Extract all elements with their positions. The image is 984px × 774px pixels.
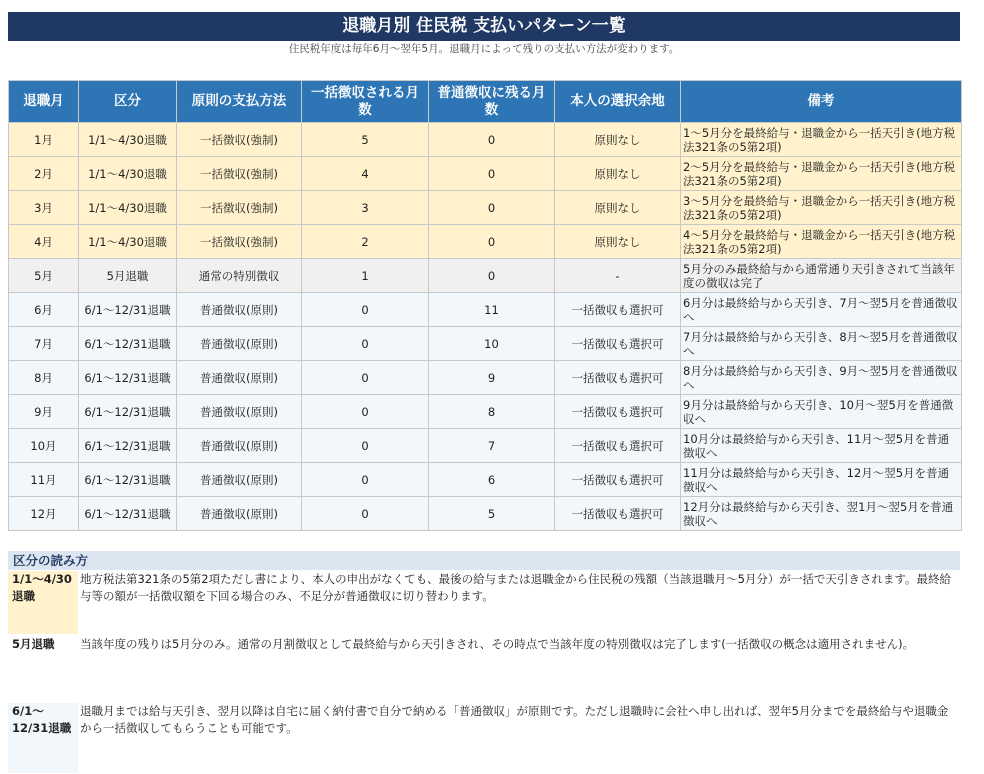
cell-lump: 0 — [302, 327, 429, 361]
table-row — [9, 191, 962, 225]
cell-month: 4月 — [9, 225, 79, 259]
cell-normal: 0 — [429, 259, 555, 293]
cell-method: 普通徴収(原則) — [177, 395, 302, 429]
header-lump-months: 一括徴収される月数 — [302, 81, 429, 123]
cell-note: 1〜5月分を最終給与・退職金から一括天引き(地方税法321条の5第2項) — [681, 123, 962, 157]
table-row — [9, 429, 962, 463]
cell-note: 7月分は最終給与から天引き、8月〜翌5月を普通徴収へ — [681, 327, 962, 361]
cell-method: 一括徴収(強制) — [177, 157, 302, 191]
table-row — [9, 259, 962, 293]
header-method: 原則の支払方法 — [177, 81, 302, 123]
cell-choice: 一括徴収も選択可 — [555, 327, 681, 361]
table-row — [9, 225, 962, 259]
cell-category: 6/1〜12/31退職 — [79, 293, 177, 327]
cell-normal: 5 — [429, 497, 555, 531]
table-row — [9, 123, 962, 157]
cell-choice: 一括徴収も選択可 — [555, 463, 681, 497]
cell-lump: 0 — [302, 395, 429, 429]
cell-lump: 4 — [302, 157, 429, 191]
cell-month: 2月 — [9, 157, 79, 191]
legend-label: 5月退職 — [12, 637, 55, 651]
cell-note: 8月分は最終給与から天引き、9月〜翌5月を普通徴収へ — [681, 361, 962, 395]
cell-month: 12月 — [9, 497, 79, 531]
cell-month: 10月 — [9, 429, 79, 463]
cell-category: 1/1〜4/30退職 — [79, 191, 177, 225]
cell-category: 6/1〜12/31退職 — [79, 463, 177, 497]
table-row — [9, 361, 962, 395]
header-category: 区分 — [79, 81, 177, 123]
cell-method: 一括徴収(強制) — [177, 191, 302, 225]
cell-category: 6/1〜12/31退職 — [79, 327, 177, 361]
retirement-tax-table — [8, 80, 962, 531]
cell-choice: 原則なし — [555, 157, 681, 191]
legend-label: 1/1〜4/30退職 — [8, 571, 78, 634]
header-note: 備考 — [681, 81, 962, 123]
cell-method: 普通徴収(原則) — [177, 463, 302, 497]
cell-category: 6/1〜12/31退職 — [79, 429, 177, 463]
cell-normal: 7 — [429, 429, 555, 463]
cell-method: 普通徴収(原則) — [177, 293, 302, 327]
cell-category: 6/1〜12/31退職 — [79, 395, 177, 429]
cell-normal: 0 — [429, 157, 555, 191]
table-row — [9, 327, 962, 361]
cell-note: 5月分のみ最終給与から通常通り天引きされて当該年度の徴収は完了 — [681, 259, 962, 293]
cell-category: 6/1〜12/31退職 — [79, 361, 177, 395]
legend-item-forced — [8, 571, 960, 634]
cell-method: 一括徴収(強制) — [177, 225, 302, 259]
cell-lump: 3 — [302, 191, 429, 225]
legend-text: 地方税法第321条の5第2項ただし書により、本人の申出がなくても、最後の給与または退職金から住民税の残額（当該退職月〜5月分）が一括で天引きされます。最終給与等の額が一括徴収額を下回る場合のみ、不足分が普通徴収に切り替わります。 — [80, 572, 951, 603]
cell-choice: 一括徴収も選択可 — [555, 361, 681, 395]
cell-note: 6月分は最終給与から天引き、7月〜翌5月を普通徴収へ — [681, 293, 962, 327]
legend-label: 6/1〜12/31退職 — [8, 703, 78, 773]
page-subtitle: 住民税年度は毎年6月〜翌年5月。退職月によって残りの支払い方法が変わります。 — [288, 43, 680, 55]
legend-item-may — [8, 636, 960, 684]
header-month: 退職月 — [9, 81, 79, 123]
cell-category: 5月退職 — [79, 259, 177, 293]
legend-text: 退職月までは給与天引き、翌月以降は自宅に届く納付書で自分で納める「普通徴収」が原則です。ただし退職時に会社へ申し出れば、翌年5月分までを最終給与や退職金から一括徴収してもらうことも可能です。 — [80, 704, 949, 735]
table-row — [9, 293, 962, 327]
cell-note: 4〜5月分を最終給与・退職金から一括天引き(地方税法321条の5第2項) — [681, 225, 962, 259]
table-row — [9, 395, 962, 429]
cell-normal: 11 — [429, 293, 555, 327]
cell-choice: 一括徴収も選択可 — [555, 395, 681, 429]
cell-lump: 0 — [302, 429, 429, 463]
cell-choice: 原則なし — [555, 225, 681, 259]
cell-month: 5月 — [9, 259, 79, 293]
cell-lump: 1 — [302, 259, 429, 293]
cell-normal: 9 — [429, 361, 555, 395]
cell-normal: 0 — [429, 225, 555, 259]
cell-lump: 2 — [302, 225, 429, 259]
cell-month: 11月 — [9, 463, 79, 497]
table-row — [9, 157, 962, 191]
cell-category: 1/1〜4/30退職 — [79, 123, 177, 157]
legend-item-normal — [8, 703, 960, 773]
cell-note: 12月分は最終給与から天引き、翌1月〜翌5月を普通徴収へ — [681, 497, 962, 531]
cell-normal: 8 — [429, 395, 555, 429]
cell-note: 10月分は最終給与から天引き、11月〜翌5月を普通徴収へ — [681, 429, 962, 463]
cell-choice: - — [555, 259, 681, 293]
cell-note: 9月分は最終給与から天引き、10月〜翌5月を普通徴収へ — [681, 395, 962, 429]
cell-choice: 一括徴収も選択可 — [555, 429, 681, 463]
cell-method: 普通徴収(原則) — [177, 429, 302, 463]
cell-choice: 一括徴収も選択可 — [555, 293, 681, 327]
cell-lump: 5 — [302, 123, 429, 157]
legend-title: 区分の読み方 — [8, 551, 960, 570]
cell-month: 3月 — [9, 191, 79, 225]
cell-choice: 一括徴収も選択可 — [555, 497, 681, 531]
cell-choice: 原則なし — [555, 191, 681, 225]
table-row — [9, 463, 962, 497]
cell-method: 普通徴収(原則) — [177, 497, 302, 531]
cell-month: 7月 — [9, 327, 79, 361]
cell-category: 1/1〜4/30退職 — [79, 157, 177, 191]
cell-method: 一括徴収(強制) — [177, 123, 302, 157]
cell-method: 普通徴収(原則) — [177, 327, 302, 361]
cell-method: 普通徴収(原則) — [177, 361, 302, 395]
legend-text: 当該年度の残りは5月分のみ。通常の月割徴収として最終給与から天引きされ、その時点で当該年度の特別徴収は完了します(一括徴収の概念は適用されません)。 — [80, 637, 915, 651]
cell-normal: 10 — [429, 327, 555, 361]
cell-lump: 0 — [302, 293, 429, 327]
cell-month: 8月 — [9, 361, 79, 395]
cell-category: 6/1〜12/31退職 — [79, 497, 177, 531]
header-normal-months: 普通徴収に残る月数 — [429, 81, 555, 123]
cell-note: 2〜5月分を最終給与・退職金から一括天引き(地方税法321条の5第2項) — [681, 157, 962, 191]
cell-month: 1月 — [9, 123, 79, 157]
cell-lump: 0 — [302, 463, 429, 497]
cell-choice: 原則なし — [555, 123, 681, 157]
table-header-row — [9, 81, 962, 123]
cell-normal: 0 — [429, 123, 555, 157]
cell-month: 6月 — [9, 293, 79, 327]
cell-note: 3〜5月分を最終給与・退職金から一括天引き(地方税法321条の5第2項) — [681, 191, 962, 225]
page-title: 退職月別 住民税 支払いパターン一覧 — [8, 12, 960, 41]
cell-method: 通常の特別徴収 — [177, 259, 302, 293]
header-choice: 本人の選択余地 — [555, 81, 681, 123]
table-row — [9, 497, 962, 531]
cell-normal: 6 — [429, 463, 555, 497]
cell-category: 1/1〜4/30退職 — [79, 225, 177, 259]
cell-lump: 0 — [302, 497, 429, 531]
cell-normal: 0 — [429, 191, 555, 225]
cell-month: 9月 — [9, 395, 79, 429]
cell-lump: 0 — [302, 361, 429, 395]
cell-note: 11月分は最終給与から天引き、12月〜翌5月を普通徴収へ — [681, 463, 962, 497]
